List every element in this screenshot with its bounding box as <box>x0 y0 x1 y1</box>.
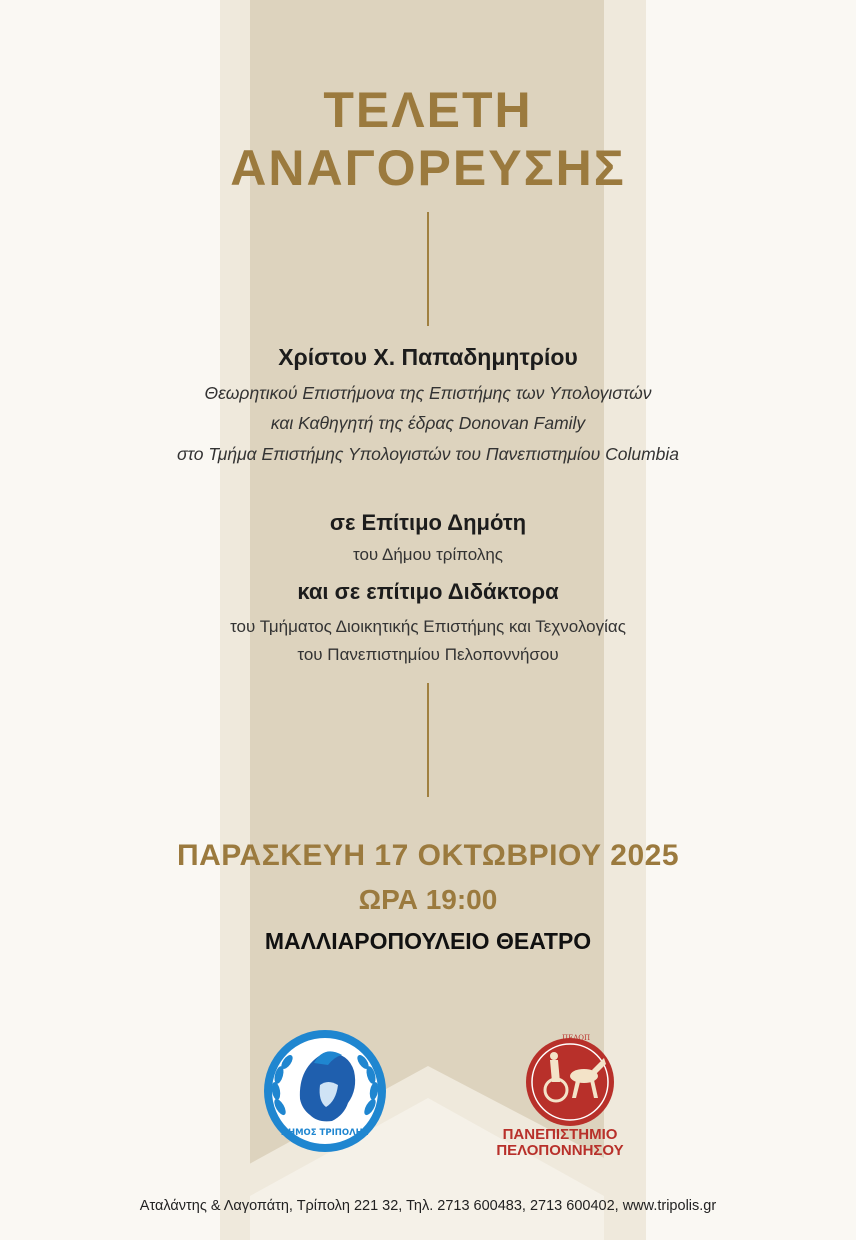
title-line-1: ΤΕΛΕΤΗ <box>323 82 533 138</box>
honoree-desc-line-2: και Καθηγητή της έδρας Donovan Family <box>270 413 586 433</box>
university-seal-text: ΠΕΛΟΠ <box>562 1034 591 1042</box>
honor-doctor-title: και σε επίτιμο Διδάκτορα <box>297 579 559 604</box>
event-date: ΠΑΡΑΣΚΕΥΗ 17 ΟΚΤΩΒΡΙΟΥ 2025 <box>176 839 680 872</box>
honor-doctor-sub-line-1: του Τμήματος Διοικητικής Επιστήμης και Τεχνολογίας <box>230 617 626 636</box>
honoree-desc-line-1: Θεωρητικού Επιστήμονα της Επιστήμης των Υπολογιστών <box>204 383 652 403</box>
divider-bottom <box>427 683 429 797</box>
university-name-line-1: ΠΑΝΕΠΙΣΤΗΜΙΟ <box>502 1126 618 1143</box>
divider-top <box>427 212 429 326</box>
honoree-name: Χρίστου Χ. Παπαδημητρίου <box>278 344 578 370</box>
honoree-desc-line-3: στο Τμήμα Επιστήμης Υπολογιστών του Πανεπιστημίου Columbia <box>176 444 680 464</box>
honor-doctor-sub-line-2: του Πανεπιστημίου Πελοποννήσου <box>297 645 559 664</box>
event-time: ΩΡΑ 19:00 <box>358 884 498 915</box>
municipality-logo-text: ΔΗΜΟΣ ΤΡΙΠΟΛΗΣ <box>281 1128 369 1138</box>
honor-citizen-sub: του Δήμου τρίπολης <box>352 545 504 564</box>
event-venue: ΜΑΛΛΙΑΡΟΠΟΥΛΕΙΟ ΘΕΑΤΡΟ <box>264 928 592 954</box>
title-line-2: ΑΝΑΓΟΡΕΥΣΗΣ <box>230 140 626 196</box>
footer-contact: Αταλάντης & Λαγοπάτη, Τρίπολη 221 32, Τηλ. 2713 600483, 2713 600402, www.tripolis.gr <box>139 1198 717 1214</box>
university-name-line-2: ΠΕΛΟΠΟΝΝΗΣΟΥ <box>496 1142 624 1159</box>
honor-citizen-title: σε Επίτιμο Δημότη <box>329 510 527 535</box>
municipality-logo <box>262 1027 388 1155</box>
